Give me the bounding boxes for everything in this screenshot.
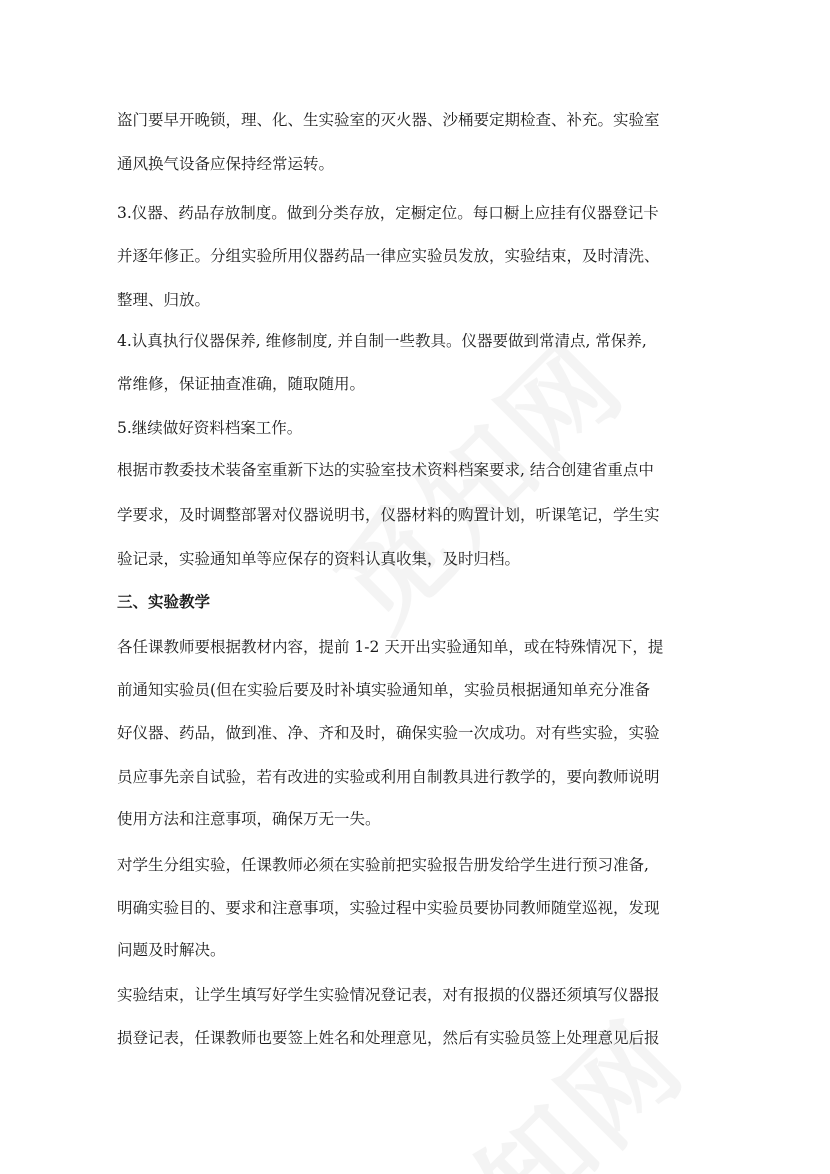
- text-line: 各任课教师要根据教材内容，提前 1-2 天开出实验通知单，或在特殊情况下，提: [117, 638, 664, 656]
- text-line: 验记录，实验通知单等应保存的资料认真收集，及时归档。: [117, 550, 521, 568]
- text-line: 并逐年修正。分组实验所用仪器药品一律应实验员发放，实验结束，及时清洗、: [117, 247, 660, 265]
- text-line: 损登记表，任课教师也要签上姓名和处理意见，然后有实验员签上处理意见后报: [117, 1029, 660, 1047]
- text-line: 3.仪器、药品存放制度。做到分类存放，定橱定位。每口橱上应挂有仪器登记卡: [117, 204, 659, 222]
- text-line: 4.认真执行仪器保养, 维修制度, 并自制一些教具。仪器要做到常清点, 常保养,: [117, 332, 647, 350]
- text-line: 好仪器、药品，做到准、净、齐和及时，确保实验一次成功。对有些实验，实验: [117, 724, 660, 742]
- text-line: 对学生分组实验，任课教师必须在实验前把实验报告册发给学生进行预习准备,: [117, 856, 649, 874]
- text-line: 常维修，保证抽查准确，随取随用。: [117, 375, 366, 393]
- section-heading: 三、实验教学: [117, 592, 211, 611]
- text-line: 前通知实验员(但在实验后要及时补填实验通知单，实验员根据通知单充分准备: [117, 681, 651, 699]
- text-line: 通风换气设备应保持经常运转。: [117, 155, 335, 173]
- text-line: 员应事先亲自试验，若有改进的实验或利用自制教具进行教学的，要向教师说明: [117, 768, 660, 786]
- text-line: 学要求，及时调整部署对仪器说明书，仪器材料的购置计划，听课笔记，学生实: [117, 506, 660, 524]
- text-line: 使用方法和注意事项，确保万无一失。: [117, 810, 381, 828]
- text-line: 明确实验目的、要求和注意事项，实验过程中实验员要协同教师随堂巡视，发现: [117, 899, 660, 917]
- text-line: 实验结束，让学生填写好学生实验情况登记表，对有报损的仪器还须填写仪器报: [117, 986, 660, 1004]
- text-line: 盗门要早开晚锁，理、化、生实验室的灭火器、沙桶要定期检查、补充。实验室: [117, 111, 660, 129]
- text-line: 问题及时解决。: [117, 941, 226, 959]
- text-line: 5.继续做好资料档案工作。: [117, 419, 303, 437]
- watermark: [355, 980, 713, 1174]
- text-line: 根据市教委技术装备室重新下达的实验室技术资料档案要求, 结合创建省重点中: [117, 461, 654, 479]
- text-line: 整理、归放。: [117, 291, 211, 309]
